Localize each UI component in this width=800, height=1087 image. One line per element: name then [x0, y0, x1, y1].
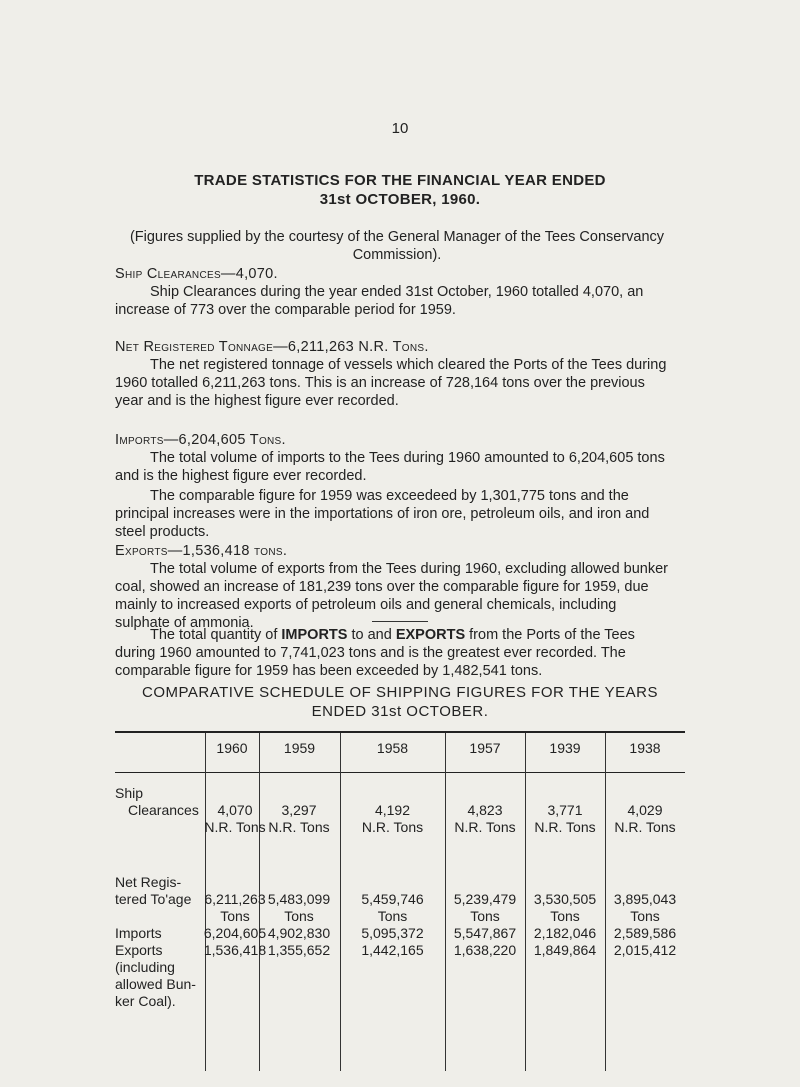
table-cell: 1,442,165: [361, 942, 424, 958]
unit-label: N.R. Tons: [534, 819, 596, 835]
page-number: 10: [391, 120, 409, 137]
table-cell: 5,095,372: [361, 925, 424, 941]
imports-heading: Imports—6,204,605 Tons.: [115, 432, 286, 448]
unit-label: N.R. Tons: [204, 819, 266, 835]
imports-emphasis: IMPORTS: [281, 627, 348, 643]
unit-label: Tons: [470, 908, 500, 924]
table-cell: 4,902,830: [267, 925, 331, 941]
exports-emphasis: EXPORTS: [395, 627, 466, 643]
year-header: 1959: [283, 740, 316, 756]
page-title-date: 31st OCTOBER, 1960.: [319, 191, 481, 208]
unit-label: Tons: [630, 908, 660, 924]
unit-label: N.R. Tons: [454, 819, 516, 835]
table-cell: 3,895,043: [613, 891, 677, 907]
unit-label: Tons: [284, 908, 314, 924]
row-label-ship-2: Clearances: [128, 802, 199, 818]
table-cell: 1,355,652: [267, 942, 331, 958]
divider: [372, 621, 428, 622]
year-header: 1939: [549, 740, 581, 756]
total-trade-text: The total quantity of IMPORTS to and EXPORTS from the Ports of the Tees during 1960 amounted to 7,741,023 tons and is the greatest ever recorded. The comparable figure for 1959 has been exceeded by 1,482,541 tons.: [115, 627, 635, 679]
schedule-title: COMPARATIVE SCHEDULE OF SHIPPING FIGURES FOR THE YEARS: [142, 684, 658, 701]
unit-label: Tons: [550, 908, 580, 924]
exports-text: The total volume of exports from the Tees during 1960, excluding allowed bunker coal, showed an increase of 181,239 tons over the comparable figure for 1959, due mainly to increased exports of petroleum oils and general chemicals, including sulphate of ammonia.: [115, 561, 669, 631]
table-cell: 5,459,746: [361, 891, 424, 907]
unit-label: N.R. Tons: [614, 819, 676, 835]
imports-text-1: The total volume of imports to the Tees during 1960 amounted to 6,204,605 tons and is the highest figure ever recorded.: [115, 450, 665, 484]
table-cell: 3,530,505: [533, 891, 597, 907]
table-cell: 3,771: [547, 802, 583, 818]
table-cell: 5,483,099: [267, 891, 331, 907]
row-label-exports-2: (including: [115, 959, 175, 975]
exports-heading: Exports—1,536,418 tons.: [115, 543, 288, 559]
row-label-exports-4: ker Coal).: [115, 993, 176, 1009]
unit-label: N.R. Tons: [268, 819, 330, 835]
page-title: TRADE STATISTICS FOR THE FINANCIAL YEAR ENDED: [194, 172, 606, 189]
net-tonnage-text: The net registered tonnage of vessels which cleared the Ports of the Tees during 1960 totalled 6,211,263 tons. This is an increase of 728,164 tons over the previous year and is the highest figure ever recorded.: [115, 357, 667, 409]
table-cell: 4,070: [217, 802, 253, 818]
table-cell: 5,239,479: [453, 891, 517, 907]
year-header: 1938: [629, 740, 661, 756]
year-header: 1960: [216, 740, 248, 756]
table-cell: 3,297: [281, 802, 317, 818]
row-label-imports: Imports: [115, 925, 162, 941]
table-cell: 2,182,046: [533, 925, 597, 941]
table-cell: 4,823: [467, 802, 503, 818]
row-label-ship: Ship: [115, 785, 144, 801]
table-cell: 2,015,412: [613, 942, 677, 958]
table-cell: 6,211,263: [204, 891, 266, 907]
row-label-exports: Exports: [115, 942, 163, 958]
table-cell: 6,204,605: [203, 925, 267, 941]
imports-text-2: The comparable figure for 1959 was exceedeed by 1,301,775 tons and the principal increases were in the importations of iron ore, petroleum oils, and iron and steel products.: [115, 488, 650, 540]
table-cell: 1,536,418: [203, 942, 267, 958]
table-cell: 4,029: [627, 802, 663, 818]
ship-clearances-text: Ship Clearances during the year ended 31st October, 1960 totalled 4,070, an increase of 773 over the comparable period for 1959.: [115, 284, 644, 318]
year-header: 1957: [469, 740, 501, 756]
row-label-exports-3: allowed Bun-: [115, 976, 196, 992]
row-label-nrt: Net Regis-: [115, 874, 182, 890]
unit-label: Tons: [220, 908, 250, 924]
unit-label: N.R. Tons: [361, 819, 424, 835]
year-header: 1958: [376, 740, 409, 756]
row-label-nrt-2: tered To'age: [115, 891, 192, 907]
net-tonnage-heading: Net Registered Tonnage—6,211,263 N.R. Tons.: [115, 339, 429, 355]
table-header-rule: [115, 772, 685, 773]
unit-label: Tons: [377, 908, 408, 924]
table-cell: 2,589,586: [613, 925, 677, 941]
table-cell: 4,192: [374, 802, 411, 818]
source-note: (Figures supplied by the courtesy of the General Manager of the Tees Conservancy Commission).: [129, 229, 665, 263]
table-cell: 1,638,220: [453, 942, 517, 958]
ship-clearances-heading: Ship Clearances—4,070.: [115, 266, 278, 282]
schedule-title-2: ENDED 31st OCTOBER.: [311, 703, 489, 720]
table-cell: 5,547,867: [453, 925, 517, 941]
table-cell: 1,849,864: [533, 942, 597, 958]
table-top-rule: [115, 731, 685, 733]
